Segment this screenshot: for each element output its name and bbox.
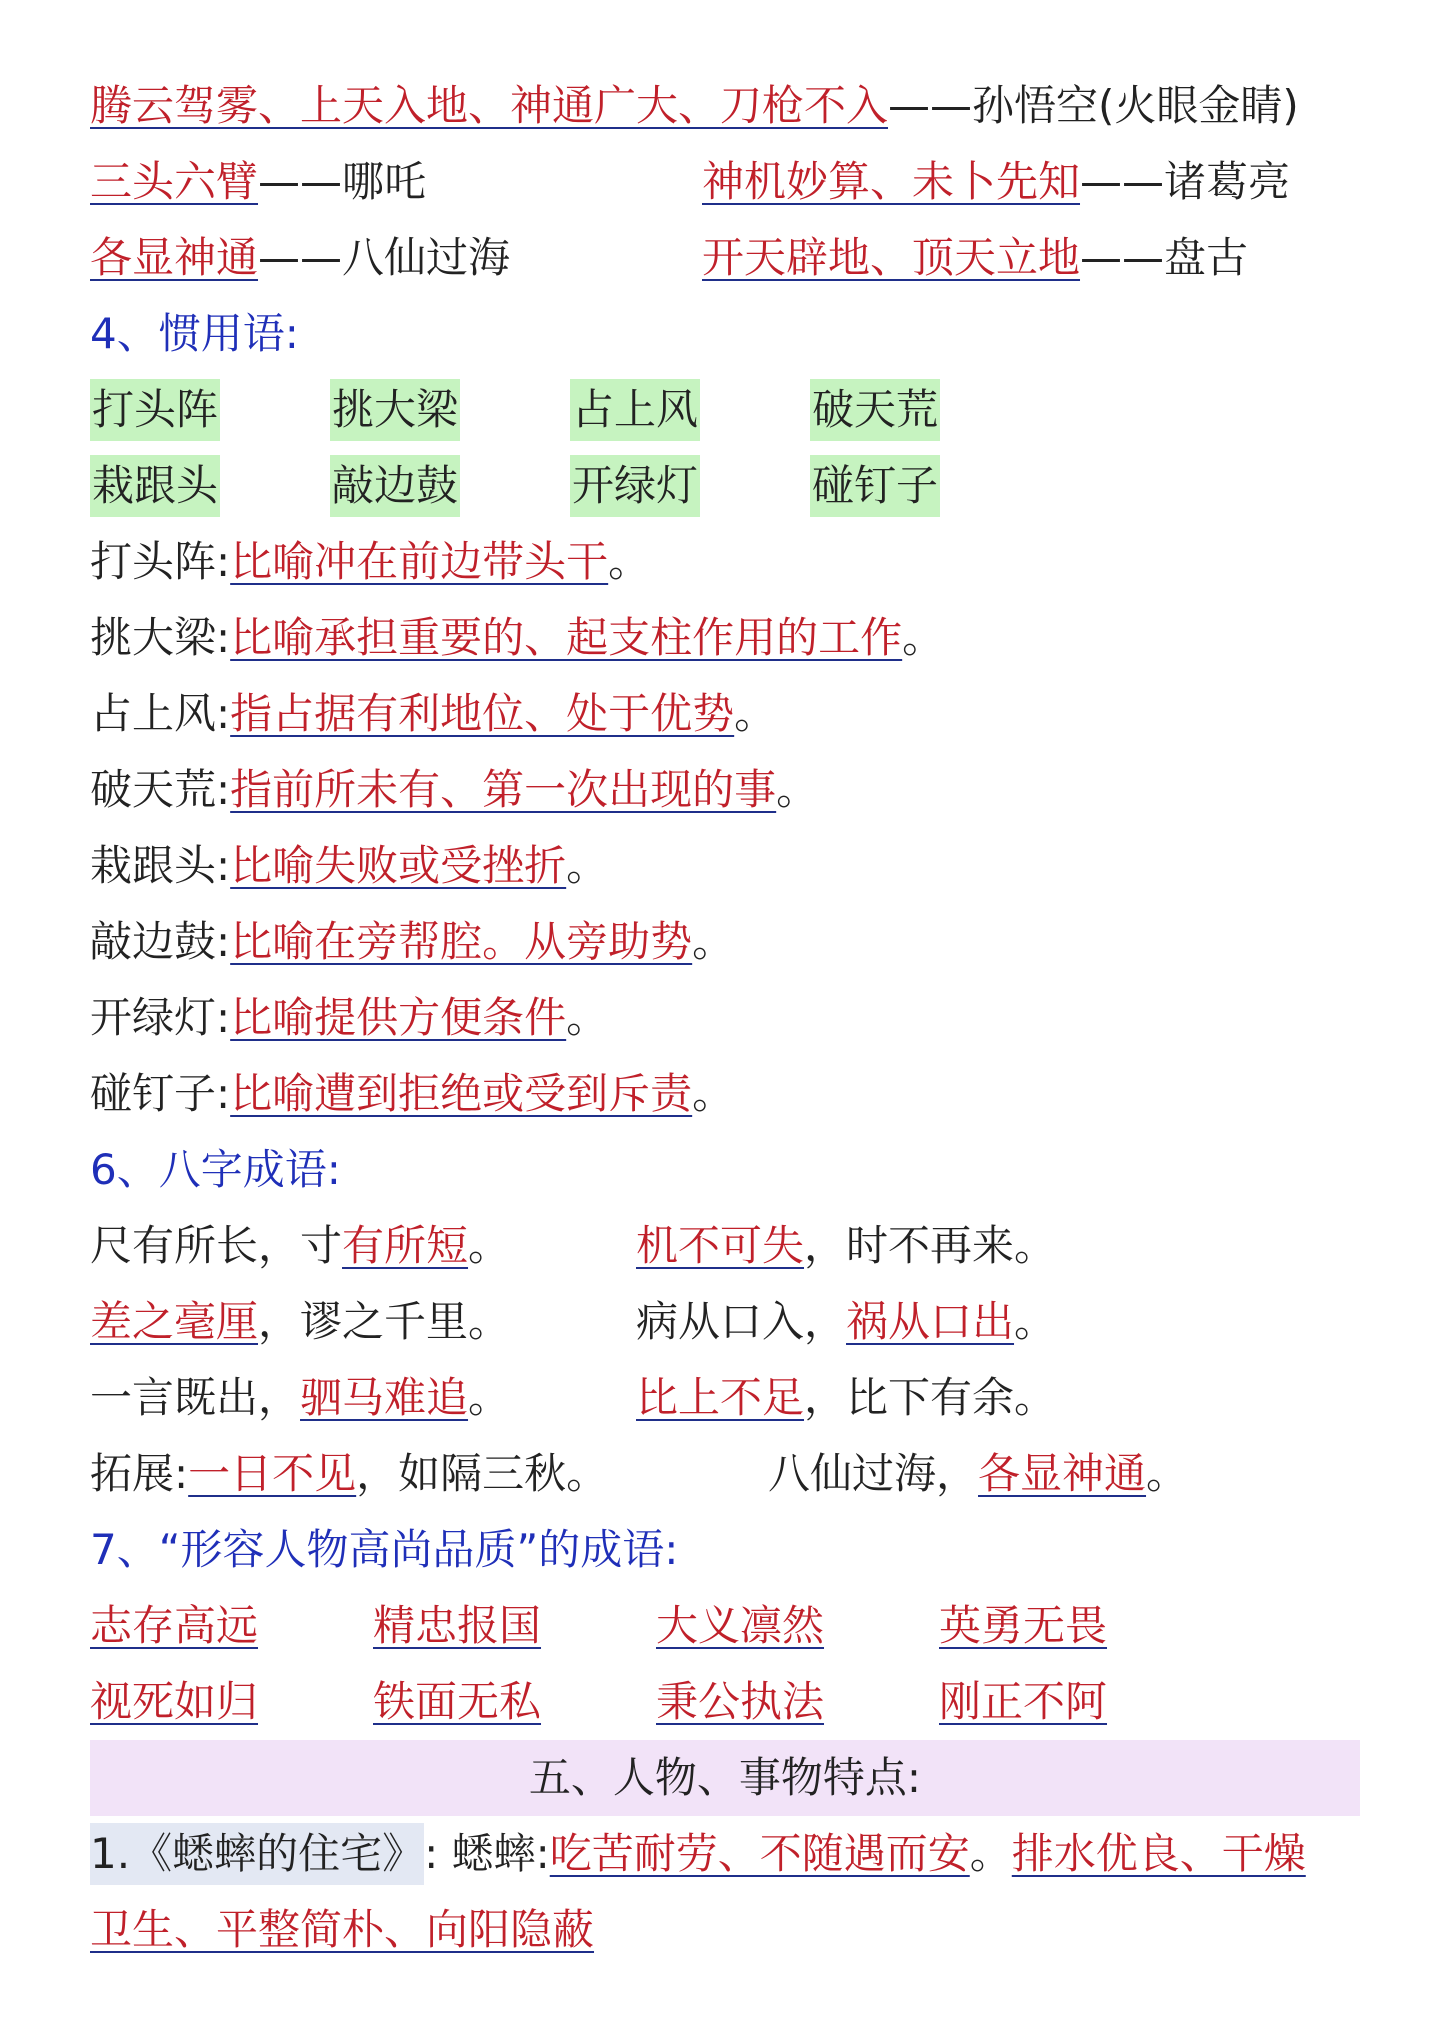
section-heading-eight-char: 6、八字成语: <box>90 1145 341 1194</box>
idiom-row-2 <box>90 448 1360 524</box>
section-banner: 五、人物、事物特点: <box>90 1740 1360 1816</box>
top-line-2 <box>90 144 1360 220</box>
definition-end: 。 <box>902 613 945 662</box>
noble-idiom: 铁面无私 <box>373 1677 542 1726</box>
definition-term: 挑大梁: <box>90 613 231 662</box>
idiom-definition <box>90 1056 1360 1132</box>
noble-idiom: 志存高远 <box>90 1601 259 1650</box>
definition-term: 敲边鼓: <box>90 917 231 966</box>
eight-char-row-1 <box>90 1208 1360 1284</box>
idiom-chip: 敲边鼓 <box>330 455 460 517</box>
noble-idiom: 视死如归 <box>90 1677 259 1726</box>
idiom-row-1 <box>90 372 1360 448</box>
answer: 排水优良、干燥 <box>1011 1829 1306 1878</box>
definition-end: 。 <box>566 841 609 890</box>
idiom-definition <box>90 904 1360 980</box>
answer: 比上不足 <box>636 1373 805 1422</box>
definition-meaning: 指前所未有、第一次出现的事 <box>230 765 777 814</box>
plain-text: 。 <box>1146 1449 1189 1498</box>
noble-idiom: 精忠报国 <box>373 1601 542 1650</box>
terms: 各显神通 <box>90 233 259 282</box>
section-heading-idioms: 4、惯用语: <box>90 309 299 358</box>
noble-row-2 <box>90 1664 1360 1740</box>
extend-label: 拓展: <box>90 1449 189 1498</box>
definition-end: 。 <box>566 993 609 1042</box>
top-line-1 <box>90 68 1360 144</box>
definition-meaning: 比喻失败或受挫折 <box>230 841 567 890</box>
eight-char-row-3 <box>90 1360 1360 1436</box>
definition-end: 。 <box>776 765 819 814</box>
definition-end: 。 <box>608 537 651 586</box>
plain-text: ，时不再来。 <box>804 1221 1057 1270</box>
definition-term: 开绿灯: <box>90 993 231 1042</box>
eight-char-row-2 <box>90 1284 1360 1360</box>
answer: 机不可失 <box>636 1221 805 1270</box>
answer: 各显神通 <box>978 1449 1147 1498</box>
definition-term: 打头阵: <box>90 537 231 586</box>
definition-end: 。 <box>692 1069 735 1118</box>
terms: 开天辟地、顶天立地 <box>702 233 1081 282</box>
definition-meaning: 比喻遭到拒绝或受到斥责 <box>230 1069 693 1118</box>
plain-text: : 蟋蟀: <box>424 1829 550 1878</box>
definition-meaning: 比喻提供方便条件 <box>230 993 567 1042</box>
extend-row <box>90 1436 1360 1512</box>
plain-text: ，如隔三秋。 <box>356 1449 609 1498</box>
idiom-chip: 挑大梁 <box>330 379 460 441</box>
character: ——八仙过海 <box>258 233 511 282</box>
idiom-chip: 开绿灯 <box>570 455 700 517</box>
noble-idiom: 英勇无畏 <box>939 1601 1108 1650</box>
answer: 吃苦耐劳、不随遇而安 <box>549 1829 970 1878</box>
answer: 祸从口出 <box>846 1297 1015 1346</box>
plain-text: 。 <box>969 1829 1012 1878</box>
terms: 神机妙算、未卜先知 <box>702 157 1081 206</box>
answer: 驷马难追 <box>300 1373 469 1422</box>
character: ——诸葛亮 <box>1080 157 1291 206</box>
definition-term: 占上风: <box>90 689 231 738</box>
answer: 有所短 <box>342 1221 469 1270</box>
definition-meaning: 比喻在旁帮腔。从旁助势 <box>230 917 693 966</box>
idiom-chip: 打头阵 <box>90 379 220 441</box>
definition-meaning: 比喻承担重要的、起支柱作用的工作 <box>230 613 903 662</box>
idiom-chip: 占上风 <box>570 379 700 441</box>
top-line-3 <box>90 220 1360 296</box>
plain-text: ，谬之千里。 <box>258 1297 511 1346</box>
idiom-chip: 破天荒 <box>810 379 940 441</box>
idiom-definition <box>90 752 1360 828</box>
answer: 一日不见 <box>188 1449 357 1498</box>
noble-row-1 <box>90 1588 1360 1664</box>
idiom-chip: 栽跟头 <box>90 455 220 517</box>
definition-end: 。 <box>692 917 735 966</box>
plain-text: 。 <box>468 1221 511 1270</box>
answer: 卫生、平整简朴、向阳隐蔽 <box>90 1905 595 1954</box>
idiom-definition <box>90 524 1360 600</box>
character: ——盘古 <box>1080 233 1249 282</box>
definition-meaning: 比喻冲在前边带头干 <box>230 537 609 586</box>
noble-idiom: 刚正不阿 <box>939 1677 1108 1726</box>
noble-idiom: 大义凛然 <box>656 1601 825 1650</box>
answer: 差之毫厘 <box>90 1297 259 1346</box>
noble-idiom: 秉公执法 <box>656 1677 825 1726</box>
plain-text: 。 <box>1014 1297 1057 1346</box>
notes-page <box>90 68 1360 1968</box>
plain-text: 八仙过海， <box>768 1449 979 1498</box>
item-1-line-1 <box>90 1816 1360 1892</box>
terms: 腾云驾雾、上天入地、神通广大、刀枪不入 <box>90 81 889 130</box>
plain-text: 尺有所长，寸 <box>90 1221 343 1270</box>
item-title: 1.《蟋蟀的住宅》 <box>90 1823 424 1885</box>
character: ——哪吒 <box>258 157 427 206</box>
definition-end: 。 <box>734 689 777 738</box>
plain-text: ，比下有余。 <box>804 1373 1057 1422</box>
plain-text: 病从口入， <box>636 1297 847 1346</box>
plain-text: 。 <box>468 1373 511 1422</box>
item-1-line-2 <box>90 1892 1360 1968</box>
definition-term: 栽跟头: <box>90 841 231 890</box>
definition-meaning: 指占据有利地位、处于优势 <box>230 689 735 738</box>
definition-term: 破天荒: <box>90 765 231 814</box>
idiom-definition <box>90 828 1360 904</box>
idiom-definition <box>90 600 1360 676</box>
section-heading-noble: 7、“形容人物高尚品质”的成语: <box>90 1525 679 1574</box>
idiom-definition <box>90 676 1360 752</box>
terms: 三头六臂 <box>90 157 259 206</box>
character: ——孙悟空(火眼金睛) <box>888 81 1299 130</box>
idiom-chip: 碰钉子 <box>810 455 940 517</box>
idiom-definition <box>90 980 1360 1056</box>
plain-text: 一言既出， <box>90 1373 301 1422</box>
definition-term: 碰钉子: <box>90 1069 231 1118</box>
